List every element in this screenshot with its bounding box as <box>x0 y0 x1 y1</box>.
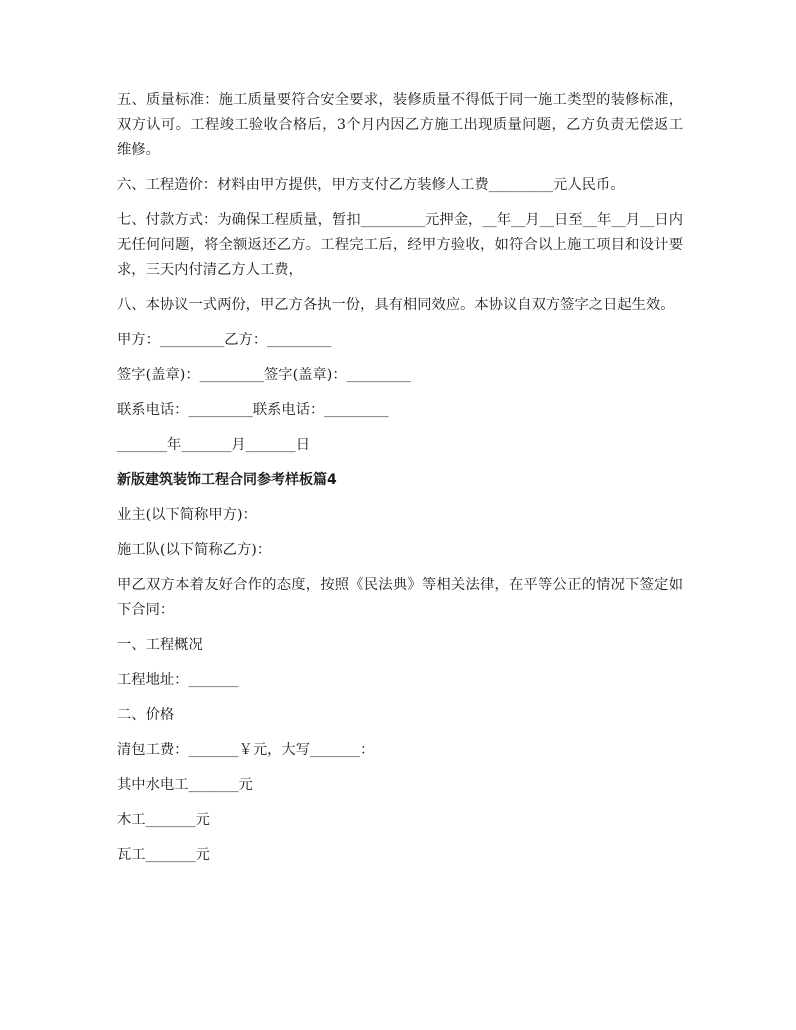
project-address-line: 工程地址：_______ <box>117 672 239 688</box>
clause-7-payment-method: 七、付款方式：为确保工程质量，暂扣_________元押金，__年__月__日至__年__月__日内无任何问题，将全额返还乙方。工程完工后，经甲方验收，如符合以上施工项目和设计要求，三天内付清乙方人工费， <box>117 212 683 278</box>
electrician-fee-line: 其中水电工_______元 <box>117 777 253 793</box>
contract-intro: 甲乙双方本着友好合作的态度，按照《民法典》等相关法律，在平等公正的情况下签定如下合同： <box>117 577 683 618</box>
section-4-heading: 新版建筑装饰工程合同参考样板篇4 <box>117 472 337 488</box>
section-1-title: 一、工程概况 <box>117 637 203 653</box>
signature-line: 签字(盖章)：_________签字(盖章)：_________ <box>117 367 411 383</box>
total-labor-fee-line: 清包工费：_______￥元，大写_______： <box>117 742 375 758</box>
owner-line: 业主(以下简称甲方)： <box>117 507 257 523</box>
clause-5-quality-standard: 五、质量标准：施工质量要符合安全要求，装修质量不得低于同一施工类型的装修标准，双方认可。工程竣工验收合格后，3个月内因乙方施工出现质量问题，乙方负责无偿返工维修。 <box>117 92 683 158</box>
date-line: _______年_______月_______日 <box>117 437 311 453</box>
phone-line: 联系电话：_________联系电话：_________ <box>117 402 389 418</box>
clause-6-project-cost: 六、工程造价：材料由甲方提供，甲方支付乙方装修人工费_________元人民币。 <box>117 177 625 193</box>
construction-team-line: 施工队(以下简称乙方)： <box>117 542 272 558</box>
clause-8-agreement-copies: 八、本协议一式两份，甲乙方各执一份，具有相同效应。本协议自双方签字之日起生效。 <box>117 297 675 313</box>
carpenter-fee-line: 木工_______元 <box>117 812 210 828</box>
tiler-fee-line: 瓦工_______元 <box>117 847 210 863</box>
party-line: 甲方：_________乙方：_________ <box>117 332 332 348</box>
section-2-title: 二、价格 <box>117 707 175 723</box>
document-page <box>117 88 683 868</box>
